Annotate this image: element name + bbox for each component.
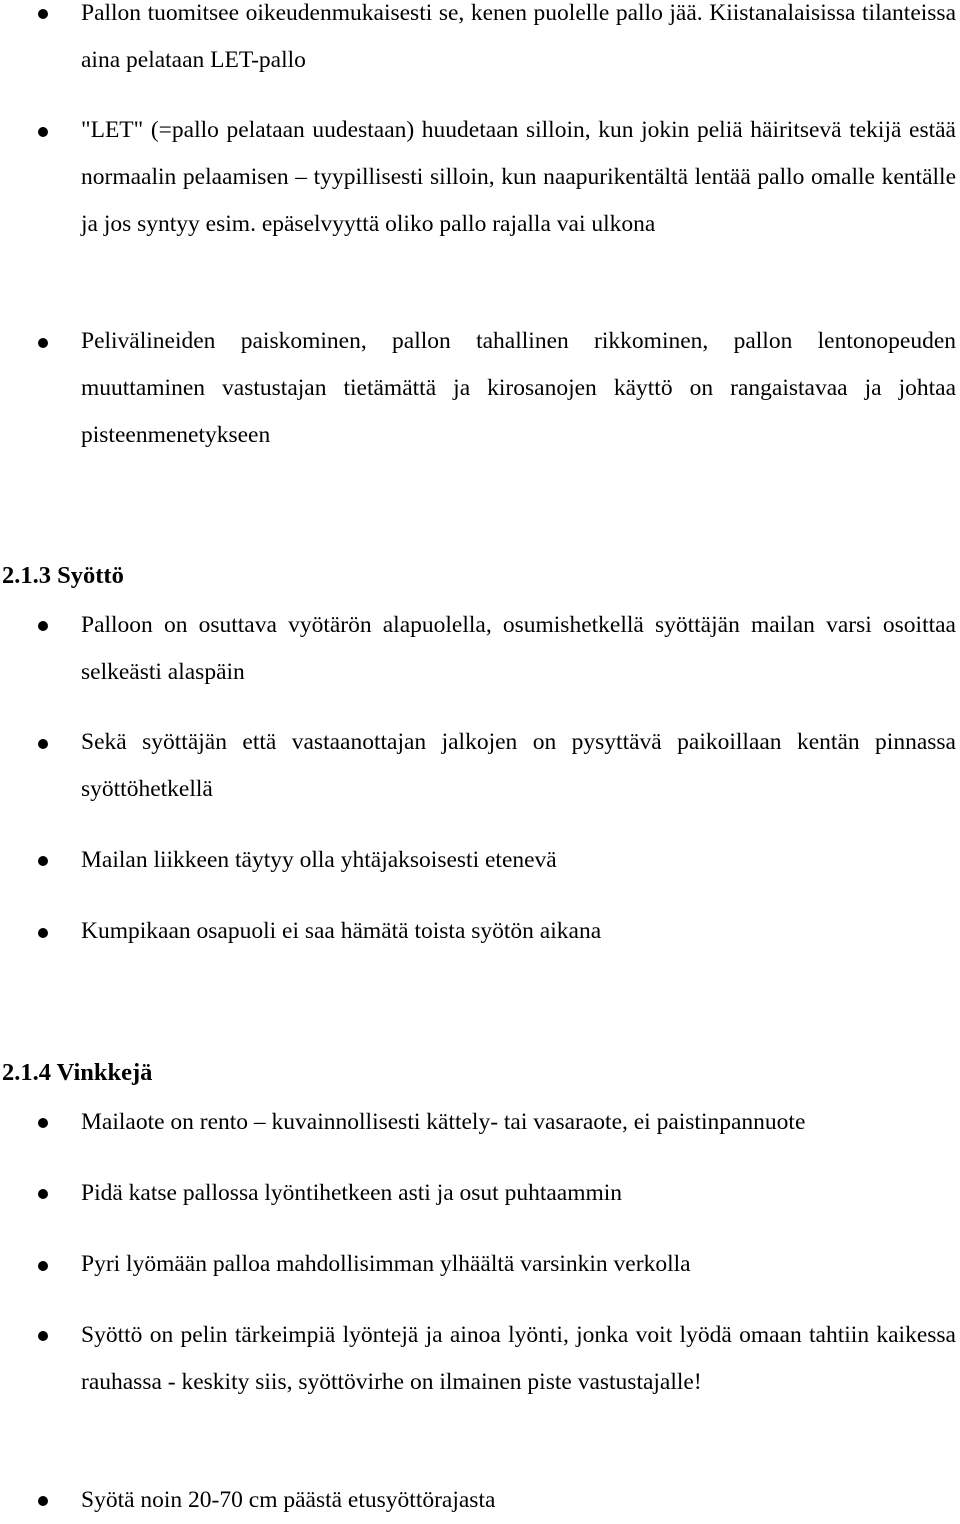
tip-serve-distance: Syötä noin 20-70 cm päästä etusyöttörajasta xyxy=(81,1487,496,1513)
bullet-point xyxy=(38,856,48,866)
bullet-point xyxy=(38,1118,48,1128)
tip-grip: Mailaote on rento – kuvainnollisesti kättely- tai vasaraote, ei paistinpannuote xyxy=(81,1109,806,1135)
bullet-point xyxy=(38,1331,48,1341)
serve-rule-no-feint: Kumpikaan osapuoli ei saa hämätä toista syötön aikana xyxy=(81,918,602,944)
bullet-point xyxy=(38,739,48,749)
bullet-point xyxy=(38,127,48,137)
bullet-point xyxy=(38,1261,48,1271)
bullet-point xyxy=(38,1189,48,1199)
serve-rule-continuous-motion: Mailan liikkeen täytyy olla yhtäjaksoisesti etenevä xyxy=(81,847,557,873)
bullet-point xyxy=(38,9,48,19)
tip-hit-high: Pyri lyömään palloa mahdollisimman ylhäältä varsinkin verkolla xyxy=(81,1251,691,1277)
tip-serve-importance: Syöttö on pelin tärkeimpiä lyöntejä ja ainoa lyönti, jonka voit lyödä omaan tahtiin kaikessa rauhassa - keskity siis, syöttövirhe on ilmainen piste vastustajalle! xyxy=(81,1322,956,1395)
section-heading-syotto: 2.1.3 Syöttö xyxy=(2,562,124,589)
bullet-point xyxy=(38,1496,48,1506)
bullet-point xyxy=(38,621,48,631)
serve-rule-contact-height: Palloon on osuttava vyötärön alapuolella, osumishetkellä syöttäjän mailan varsi osoittaa selkeästi alaspäin xyxy=(81,612,956,685)
serve-rule-feet: Sekä syöttäjän että vastaanottajan jalkojen on pysyttävä paikoillaan kentän pinnassa syöttöhetkellä xyxy=(81,729,956,802)
tip-watch-ball: Pidä katse pallossa lyöntihetkeen asti ja osut puhtaammin xyxy=(81,1180,623,1206)
rule-item-penalties: Pelivälineiden paiskominen, pallon tahallinen rikkominen, pallon lentonopeuden muuttaminen vastustajan tietämättä ja kirosanojen käyttö on rangaistavaa ja johtaa pisteenmenetykseen xyxy=(81,328,956,448)
bullet-point xyxy=(38,928,48,938)
bullet-point xyxy=(38,338,48,348)
rule-item-let-ball: "LET" (=pallo pelataan uudestaan) huudetaan silloin, kun jokin peliä häiritsevä tekijä estää normaalin pelaamisen – tyypillisesti silloin, kun naapurikentältä lentää pallo omalle kentälle ja jos syntyy esim. epäselvyyttä oliko pallo rajalla vai ulkona xyxy=(81,117,956,237)
rule-item-fair-call: Pallon tuomitsee oikeudenmukaisesti se, kenen puolelle pallo jää. Kiistanalaisissa tilanteissa aina pelataan LET-pallo xyxy=(81,0,956,73)
section-heading-vinkkeja: 2.1.4 Vinkkejä xyxy=(2,1059,153,1086)
